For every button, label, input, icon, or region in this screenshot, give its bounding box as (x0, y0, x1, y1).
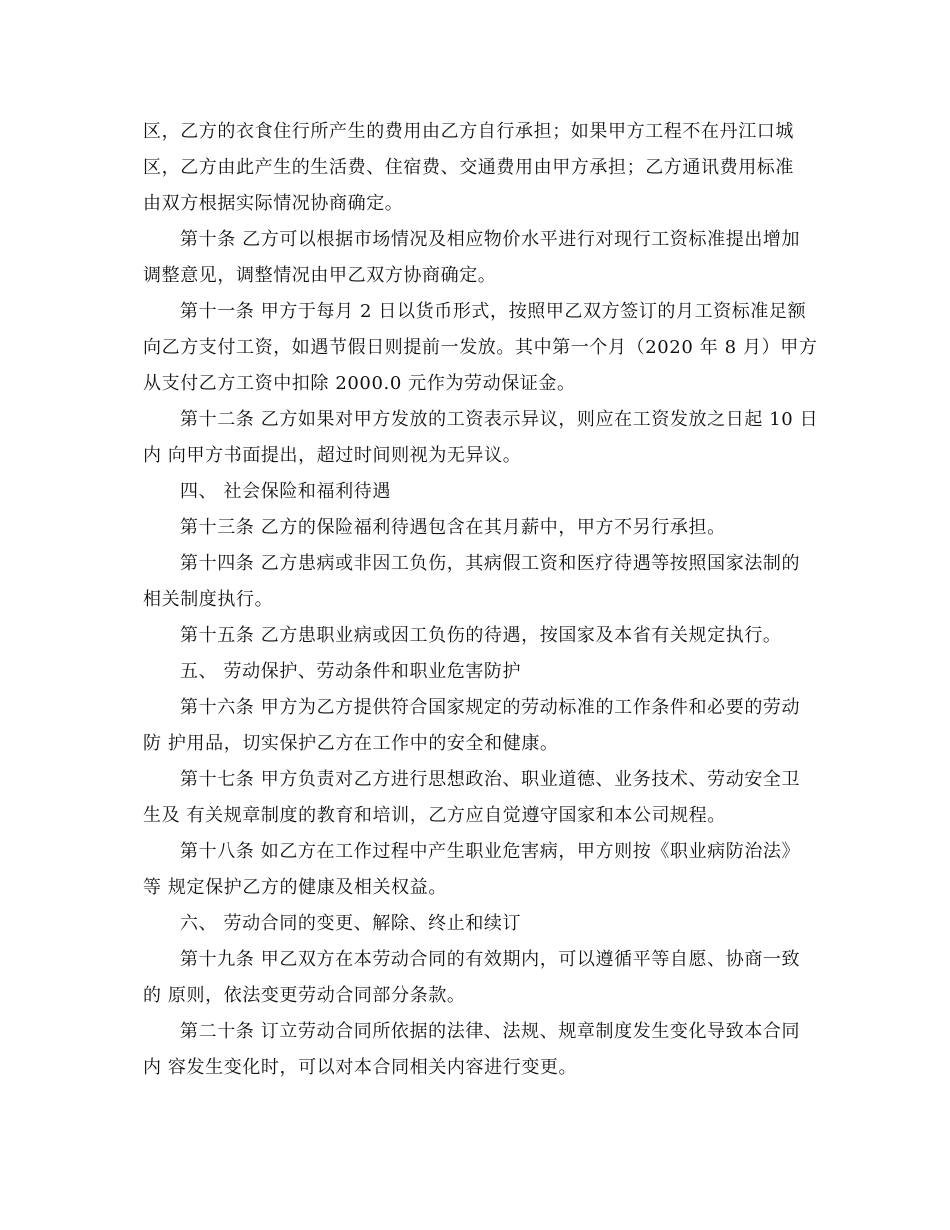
paragraph-first-line: 第二十条 订立劳动合同所依据的法律、法规、规章制度发生变化导致本合同 (180, 1021, 801, 1042)
paragraph-first-line: 六、 劳动合同的变更、解除、终止和续订 (180, 913, 522, 934)
paragraph-first-line: 第十四条 乙方患病或非因工负伤，其病假工资和医疗待遇等按照国家法制的 (180, 553, 801, 574)
document-body (143, 114, 819, 1086)
paragraph-first-line: 第十八条 如乙方在工作过程中产生职业危害病，甲方则按《职业病防治法》 (180, 841, 801, 862)
paragraph-first-line: 第十九条 甲乙双方在本劳动合同的有效期内，可以遵循平等自愿、协商一致 (180, 949, 801, 970)
paragraph-line: 区，乙方由此产生的生活费、住宿费、交通费用由甲方承担；乙方通讯费用标准 (143, 157, 794, 178)
paragraph-first-line: 第十七条 甲方负责对乙方进行思想政治、职业道德、业务技术、劳动安全卫 (180, 769, 801, 790)
paragraph-first-line: 第十条 乙方可以根据市场情况及相应物价水平进行对现行工资标准提出增加 (180, 229, 801, 250)
paragraph-line: 由双方根据实际情况协商确定。 (143, 193, 404, 214)
paragraph-line: 防 护用品，切实保护乙方在工作中的安全和健康。 (143, 733, 559, 754)
paragraph-line: 向乙方支付工资，如遇节假日则提前一发放。其中第一个月（2020 年 8 月）甲方 (143, 337, 818, 358)
paragraph-line: 调整意见，调整情况由甲乙双方协商确定。 (143, 265, 497, 286)
paragraph-first-line: 第十三条 乙方的保险福利待遇包含在其月薪中，甲方不另行承担。 (180, 517, 726, 538)
paragraph-first-line: 第十五条 乙方患职业病或因工负伤的待遇，按国家及本省有关规定执行。 (180, 625, 782, 646)
paragraph-first-line: 第十二条 乙方如果对甲方发放的工资表示异议，则应在工资发放之日起 10 日 (180, 409, 819, 430)
paragraph-line: 从支付乙方工资中扣除 2000.0 元作为劳动保证金。 (143, 373, 576, 394)
paragraph-line: 内 容发生变化时，可以对本合同相关内容进行变更。 (143, 1057, 578, 1078)
paragraph-line: 的 原则，依法变更劳动合同部分条款。 (143, 985, 466, 1006)
paragraph-line: 生及 有关规章制度的教育和培训，乙方应自觉遵守国家和本公司规程。 (143, 805, 726, 826)
paragraph-first-line: 四、 社会保险和福利待遇 (180, 481, 391, 502)
paragraph-first-line: 五、 劳动保护、劳动条件和职业危害防护 (180, 661, 522, 682)
paragraph-first-line: 第十一条 甲方于每月 2 日以货币形式，按照甲乙双方签订的月工资标准足额 (180, 301, 807, 322)
paragraph-first-line: 第十六条 甲方为乙方提供符合国家规定的劳动标准的工作条件和必要的劳动 (180, 697, 801, 718)
paragraph-line: 内 向甲方书面提出，超过时间则视为无异议。 (143, 445, 522, 466)
paragraph-line: 相关制度执行。 (143, 589, 274, 610)
paragraph-line: 区，乙方的衣食住行所产生的费用由乙方自行承担；如果甲方工程不在丹江口城 (143, 121, 794, 142)
paragraph-line: 等 规定保护乙方的健康及相关权益。 (143, 877, 447, 898)
